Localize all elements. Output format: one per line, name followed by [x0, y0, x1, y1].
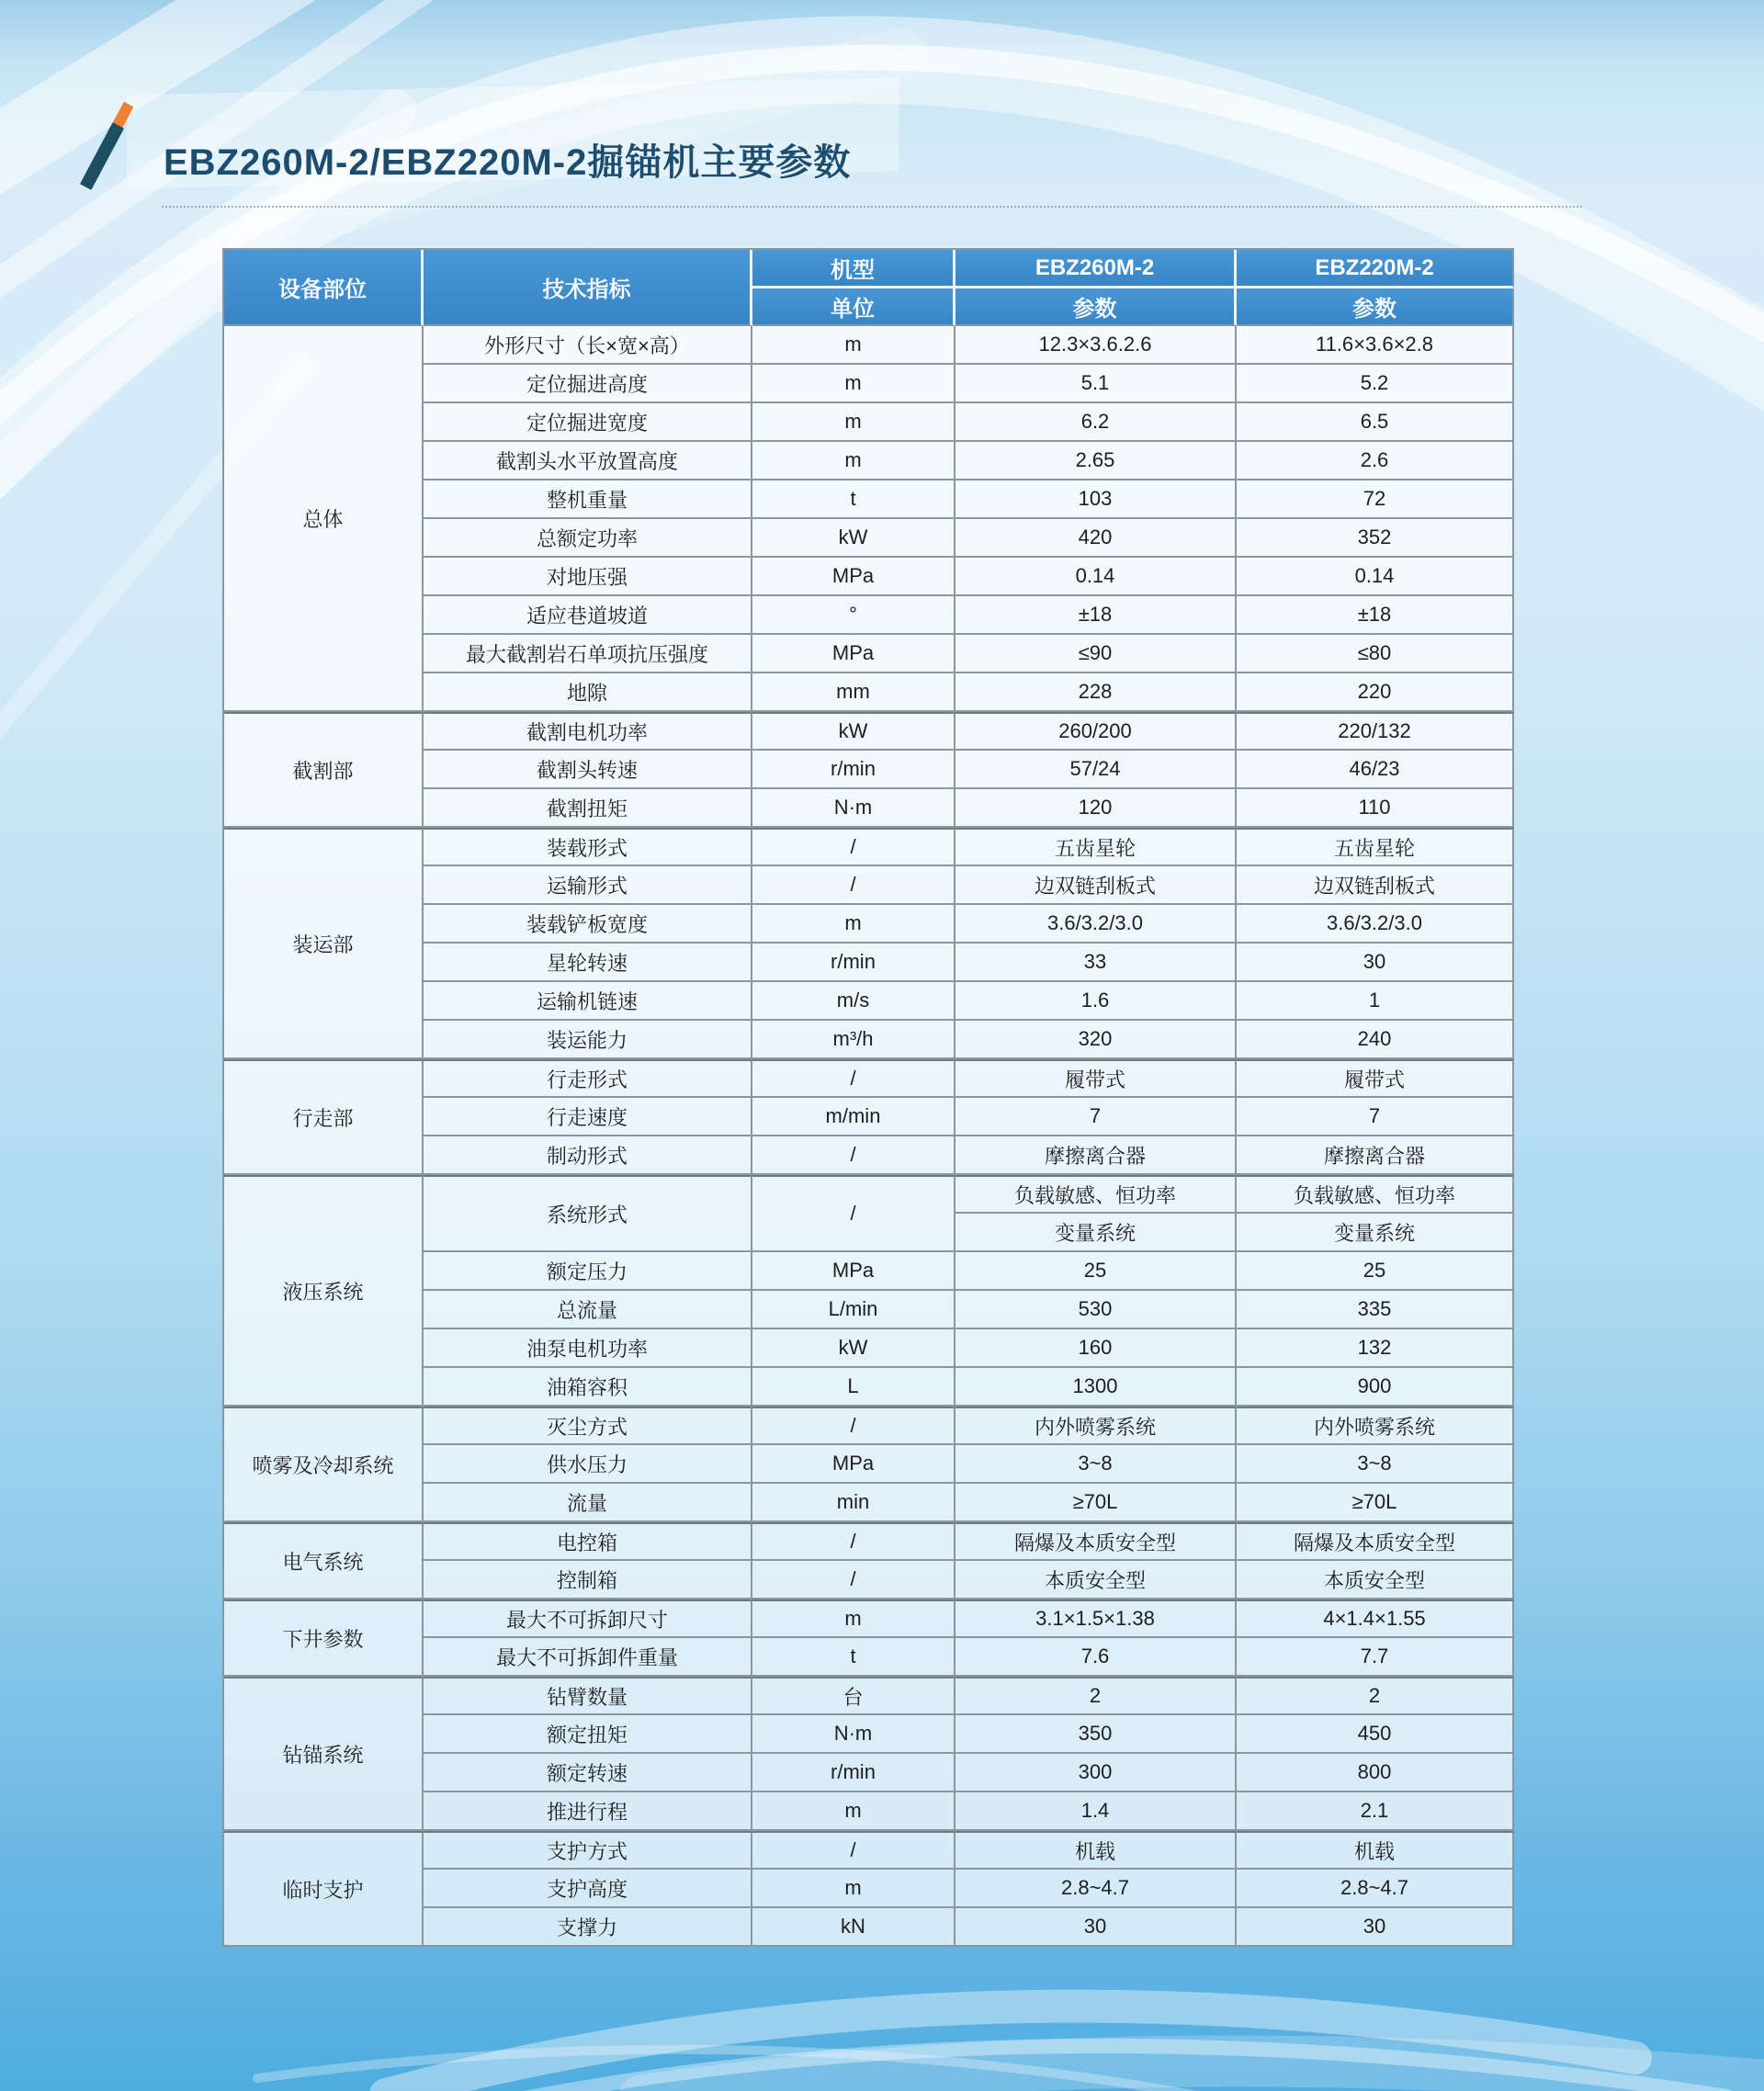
ebz220m-2-value-cell: 800 — [1237, 1754, 1514, 1792]
unit-cell: kW — [752, 519, 956, 558]
table-row — [224, 326, 1514, 365]
indicator-cell: 最大截割岩石单项抗压强度 — [424, 635, 752, 673]
ebz260m-2-value-cell: ±18 — [956, 596, 1237, 635]
indicator-cell: 装载铲板宽度 — [424, 905, 752, 944]
indicator-cell: 外形尺寸（长×宽×高） — [424, 326, 752, 365]
indicator-cell: 电控箱 — [424, 1522, 752, 1561]
indicator-cell: 定位掘进高度 — [424, 365, 752, 403]
header-model2-name: EBZ220M-2 — [1237, 250, 1514, 288]
ebz220m-2-value-cell: 本质安全型 — [1237, 1561, 1514, 1599]
ebz260m-2-value-cell: ≤90 — [956, 635, 1237, 673]
ebz260m-2-value-cell: 3~8 — [956, 1445, 1237, 1484]
ebz220m-2-value-cell: 220/132 — [1237, 712, 1514, 751]
indicator-cell: 截割头水平放置高度 — [424, 442, 752, 480]
ebz260m-2-value-cell: 摩擦离合器 — [956, 1136, 1237, 1175]
ebz220m-2-value-cell: 2.8~4.7 — [1237, 1870, 1514, 1908]
unit-cell: MPa — [752, 1252, 956, 1291]
double-slash-icon — [88, 92, 153, 202]
ebz260m-2-value-cell: 2.65 — [956, 442, 1237, 480]
ebz220m-2-value-cell: 履带式 — [1237, 1059, 1514, 1098]
unit-cell: / — [752, 1561, 956, 1599]
ebz220m-2-value-cell: 7 — [1237, 1098, 1514, 1136]
ebz260m-2-value-cell: 350 — [956, 1715, 1237, 1754]
ebz260m-2-value-cell: 内外喷雾系统 — [956, 1407, 1237, 1445]
indicator-cell: 系统形式 — [424, 1175, 752, 1252]
ebz260m-2-value-cell: 负载敏感、恒功率 — [956, 1175, 1237, 1214]
indicator-cell: 灭尘方式 — [424, 1407, 752, 1445]
ebz220m-2-value-cell: 46/23 — [1237, 751, 1514, 789]
ebz220m-2-value-cell: 2.1 — [1237, 1792, 1514, 1831]
table-row — [224, 1677, 1514, 1715]
ebz220m-2-value-cell: 边双链刮板式 — [1237, 866, 1514, 905]
table-row — [224, 1522, 1514, 1561]
ebz260m-2-value-cell: 1300 — [956, 1368, 1237, 1407]
unit-cell: MPa — [752, 1445, 956, 1484]
indicator-cell: 供水压力 — [424, 1445, 752, 1484]
indicator-cell: 截割扭矩 — [424, 789, 752, 828]
unit-cell: r/min — [752, 751, 956, 789]
ebz260m-2-value-cell: 本质安全型 — [956, 1561, 1237, 1599]
table-row — [224, 828, 1514, 866]
ebz220m-2-value-cell: 5.2 — [1237, 365, 1514, 403]
ebz260m-2-value-cell: 530 — [956, 1291, 1237, 1329]
header-indicator-col: 技术指标 — [424, 250, 752, 326]
ebz260m-2-value-cell: 12.3×3.6.2.6 — [956, 326, 1237, 365]
indicator-cell: 行走形式 — [424, 1059, 752, 1098]
indicator-cell: 星轮转速 — [424, 944, 752, 982]
ebz220m-2-value-cell: 352 — [1237, 519, 1514, 558]
ebz260m-2-value-cell: 160 — [956, 1329, 1237, 1368]
ebz220m-2-value-cell: 2.6 — [1237, 442, 1514, 480]
indicator-cell: 运输机链速 — [424, 982, 752, 1021]
ebz220m-2-value-cell: 220 — [1237, 673, 1514, 712]
header-model1-name: EBZ260M-2 — [956, 250, 1237, 288]
indicator-cell: 额定扭矩 — [424, 1715, 752, 1754]
ebz260m-2-value-cell: 57/24 — [956, 751, 1237, 789]
ebz260m-2-value-cell: 3.1×1.5×1.38 — [956, 1599, 1237, 1638]
spec-table — [222, 248, 1514, 1947]
indicator-cell: 截割头转速 — [424, 751, 752, 789]
indicator-cell: 截割电机功率 — [424, 712, 752, 751]
ebz260m-2-value-cell: 30 — [956, 1908, 1237, 1947]
ebz220m-2-value-cell: 72 — [1237, 480, 1514, 519]
indicator-cell: 支护方式 — [424, 1831, 752, 1870]
unit-cell: ° — [752, 596, 956, 635]
unit-cell: m/min — [752, 1098, 956, 1136]
unit-cell: m — [752, 1599, 956, 1638]
ebz260m-2-value-cell: 3.6/3.2/3.0 — [956, 905, 1237, 944]
unit-cell: MPa — [752, 558, 956, 596]
indicator-cell: 装运能力 — [424, 1021, 752, 1059]
ebz220m-2-value-cell: 450 — [1237, 1715, 1514, 1754]
unit-cell: mm — [752, 673, 956, 712]
spec-table-body — [224, 326, 1514, 1947]
unit-cell: / — [752, 1175, 956, 1252]
ebz260m-2-value-cell: 320 — [956, 1021, 1237, 1059]
group-label-cell: 液压系统 — [224, 1175, 424, 1407]
ebz260m-2-value-cell: 120 — [956, 789, 1237, 828]
indicator-cell: 运输形式 — [424, 866, 752, 905]
unit-cell: N·m — [752, 1715, 956, 1754]
unit-cell: r/min — [752, 944, 956, 982]
ebz220m-2-value-cell: 30 — [1237, 944, 1514, 982]
ebz260m-2-value-cell: 228 — [956, 673, 1237, 712]
unit-cell: L — [752, 1368, 956, 1407]
page-title: EBZ260M-2/EBZ220M-2掘锚机主要参数 — [164, 141, 852, 183]
ebz220m-2-value-cell: 摩擦离合器 — [1237, 1136, 1514, 1175]
ebz260m-2-value-cell: 机载 — [956, 1831, 1237, 1870]
ebz220m-2-value-cell: ≥70L — [1237, 1484, 1514, 1522]
ebz220m-2-value-cell: 6.5 — [1237, 403, 1514, 442]
ebz220m-2-value-cell: 3.6/3.2/3.0 — [1237, 905, 1514, 944]
group-label-cell: 临时支护 — [224, 1831, 424, 1947]
group-label-cell: 电气系统 — [224, 1522, 424, 1599]
ebz220m-2-value-cell: 132 — [1237, 1329, 1514, 1368]
group-label-cell: 钻锚系统 — [224, 1677, 424, 1831]
ebz260m-2-value-cell: 25 — [956, 1252, 1237, 1291]
header-row-top — [224, 250, 1514, 288]
indicator-cell: 总流量 — [424, 1291, 752, 1329]
group-label-cell: 行走部 — [224, 1059, 424, 1175]
unit-cell: / — [752, 1522, 956, 1561]
ebz220m-2-value-cell: 0.14 — [1237, 558, 1514, 596]
table-row — [224, 1059, 1514, 1098]
ebz260m-2-value-cell: 7.6 — [956, 1638, 1237, 1677]
indicator-cell: 钻臂数量 — [424, 1677, 752, 1715]
header-model-label: 机型 — [752, 250, 956, 288]
indicator-cell: 额定压力 — [424, 1252, 752, 1291]
indicator-cell: 支撑力 — [424, 1908, 752, 1947]
unit-cell: min — [752, 1484, 956, 1522]
indicator-cell: 总额定功率 — [424, 519, 752, 558]
unit-cell: / — [752, 866, 956, 905]
unit-cell: N·m — [752, 789, 956, 828]
ebz260m-2-value-cell: 103 — [956, 480, 1237, 519]
ebz260m-2-value-cell: 1.6 — [956, 982, 1237, 1021]
group-label-cell: 总体 — [224, 326, 424, 712]
ebz220m-2-value-cell: 11.6×3.6×2.8 — [1237, 326, 1514, 365]
ebz220m-2-value-cell: 30 — [1237, 1908, 1514, 1947]
dotted-divider — [162, 206, 1582, 208]
ebz220m-2-value-cell: 110 — [1237, 789, 1514, 828]
ebz220m-2-value-cell: 五齿星轮 — [1237, 828, 1514, 866]
unit-cell: kW — [752, 712, 956, 751]
header-unit-label: 单位 — [752, 288, 956, 326]
ebz260m-2-value-cell: 2.8~4.7 — [956, 1870, 1237, 1908]
group-label-cell: 喷雾及冷却系统 — [224, 1407, 424, 1522]
unit-cell: t — [752, 480, 956, 519]
ebz260m-2-value-cell: 履带式 — [956, 1059, 1237, 1098]
ebz260m-2-value-cell: 300 — [956, 1754, 1237, 1792]
indicator-cell: 控制箱 — [424, 1561, 752, 1599]
unit-cell: m — [752, 1870, 956, 1908]
ebz220m-2-value-cell: 负载敏感、恒功率 — [1237, 1175, 1514, 1214]
indicator-cell: 整机重量 — [424, 480, 752, 519]
ebz220m-2-value-cell: 240 — [1237, 1021, 1514, 1059]
spec-table-header — [224, 250, 1514, 326]
ebz220m-2-value-cell: 隔爆及本质安全型 — [1237, 1522, 1514, 1561]
ebz260m-2-value-cell: 7 — [956, 1098, 1237, 1136]
indicator-cell: 额定转速 — [424, 1754, 752, 1792]
indicator-cell: 地隙 — [424, 673, 752, 712]
ebz220m-2-value-cell: 7.7 — [1237, 1638, 1514, 1677]
ebz220m-2-value-cell: 900 — [1237, 1368, 1514, 1407]
unit-cell: r/min — [752, 1754, 956, 1792]
ebz220m-2-value-cell: 1 — [1237, 982, 1514, 1021]
group-label-cell: 装运部 — [224, 828, 424, 1059]
unit-cell: / — [752, 1059, 956, 1098]
ebz220m-2-value-cell: ≤80 — [1237, 635, 1514, 673]
ebz220m-2-value-cell: 335 — [1237, 1291, 1514, 1329]
unit-cell: / — [752, 1136, 956, 1175]
indicator-cell: 适应巷道坡道 — [424, 596, 752, 635]
ebz260m-2-value-cell: 隔爆及本质安全型 — [956, 1522, 1237, 1561]
unit-cell: / — [752, 1407, 956, 1445]
unit-cell: m — [752, 365, 956, 403]
header-part-col: 设备部位 — [224, 250, 424, 326]
indicator-cell: 油箱容积 — [424, 1368, 752, 1407]
unit-cell: t — [752, 1638, 956, 1677]
indicator-cell: 装载形式 — [424, 828, 752, 866]
unit-cell: L/min — [752, 1291, 956, 1329]
ebz260m-2-value-cell: 边双链刮板式 — [956, 866, 1237, 905]
ebz260m-2-value-cell: 6.2 — [956, 403, 1237, 442]
indicator-cell: 支护高度 — [424, 1870, 752, 1908]
ebz260m-2-value-cell: 5.1 — [956, 365, 1237, 403]
unit-cell: / — [752, 828, 956, 866]
header-model2-param-label: 参数 — [1237, 288, 1514, 326]
unit-cell: kN — [752, 1908, 956, 1947]
indicator-cell: 对地压强 — [424, 558, 752, 596]
ebz260m-2-value-cell: 33 — [956, 944, 1237, 982]
ebz220m-2-value-cell: 变量系统 — [1237, 1214, 1514, 1252]
ebz260m-2-value-cell: 五齿星轮 — [956, 828, 1237, 866]
ebz260m-2-value-cell: 260/200 — [956, 712, 1237, 751]
unit-cell: m — [752, 905, 956, 944]
group-label-cell: 截割部 — [224, 712, 424, 828]
indicator-cell: 最大不可拆卸件重量 — [424, 1638, 752, 1677]
ebz220m-2-value-cell: 2 — [1237, 1677, 1514, 1715]
ebz260m-2-value-cell: 0.14 — [956, 558, 1237, 596]
table-row — [224, 1407, 1514, 1445]
indicator-cell: 流量 — [424, 1484, 752, 1522]
unit-cell: m — [752, 403, 956, 442]
ebz260m-2-value-cell: 420 — [956, 519, 1237, 558]
unit-cell: m/s — [752, 982, 956, 1021]
unit-cell: MPa — [752, 635, 956, 673]
header-model1-param-label: 参数 — [956, 288, 1237, 326]
table-row — [224, 1175, 1514, 1214]
indicator-cell: 推进行程 — [424, 1792, 752, 1831]
indicator-cell: 制动形式 — [424, 1136, 752, 1175]
ebz220m-2-value-cell: 4×1.4×1.55 — [1237, 1599, 1514, 1638]
ebz220m-2-value-cell: 内外喷雾系统 — [1237, 1407, 1514, 1445]
group-label-cell: 下井参数 — [224, 1599, 424, 1677]
table-row — [224, 1599, 1514, 1638]
table-row — [224, 712, 1514, 751]
unit-cell: m — [752, 326, 956, 365]
table-row — [224, 1831, 1514, 1870]
indicator-cell: 行走速度 — [424, 1098, 752, 1136]
ebz220m-2-value-cell: 25 — [1237, 1252, 1514, 1291]
indicator-cell: 油泵电机功率 — [424, 1329, 752, 1368]
unit-cell: m³/h — [752, 1021, 956, 1059]
unit-cell: m — [752, 1792, 956, 1831]
unit-cell: / — [752, 1831, 956, 1870]
unit-cell: 台 — [752, 1677, 956, 1715]
ebz260m-2-value-cell: 变量系统 — [956, 1214, 1237, 1252]
ebz260m-2-value-cell: ≥70L — [956, 1484, 1237, 1522]
spec-table-container — [222, 248, 1512, 1947]
ebz220m-2-value-cell: 机载 — [1237, 1831, 1514, 1870]
ebz260m-2-value-cell: 1.4 — [956, 1792, 1237, 1831]
indicator-cell: 定位掘进宽度 — [424, 403, 752, 442]
ebz260m-2-value-cell: 2 — [956, 1677, 1237, 1715]
ebz220m-2-value-cell: ±18 — [1237, 596, 1514, 635]
indicator-cell: 最大不可拆卸尺寸 — [424, 1599, 752, 1638]
unit-cell: kW — [752, 1329, 956, 1368]
unit-cell: m — [752, 442, 956, 480]
ebz220m-2-value-cell: 3~8 — [1237, 1445, 1514, 1484]
